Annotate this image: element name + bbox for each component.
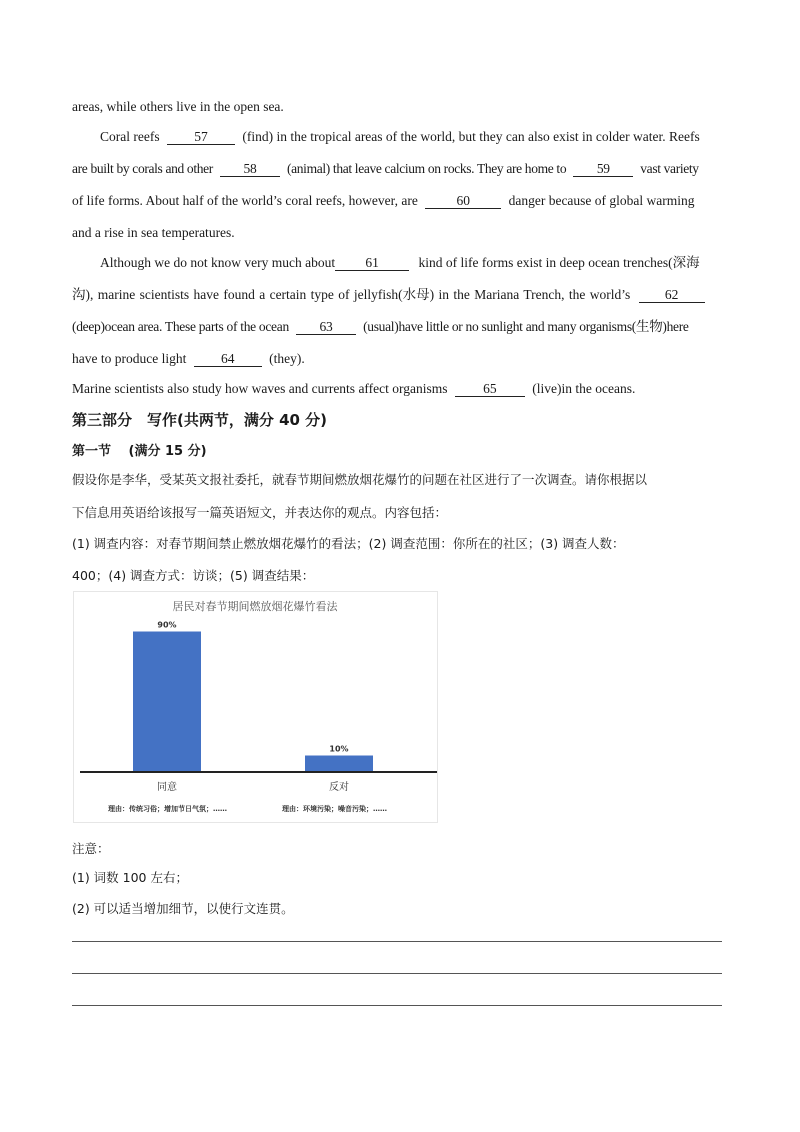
- passage-line-1: areas, while others live in the open sea.: [72, 99, 284, 114]
- passage-line-7: [72, 286, 705, 304]
- passage-line-6: [100, 254, 700, 272]
- text: (they).: [269, 351, 305, 366]
- section-title: 第三部分 写作(共两节，满分 40 分): [72, 411, 328, 429]
- text: Coral reefs: [100, 129, 160, 144]
- passage-line-4: [72, 192, 695, 210]
- data-label: 90%: [157, 620, 177, 630]
- blank-61[interactable]: 61: [335, 255, 409, 271]
- passage-line-8: [72, 318, 689, 336]
- text: 沟), marine scientists have found a certain type of jellyfish(水母) in the Mariana Trench, the world’s: [72, 287, 631, 302]
- blank-58[interactable]: 58: [220, 161, 280, 177]
- reason-left: 理由：传统习俗；增加节日气氛；……: [108, 805, 227, 813]
- text: Although we do not know very much about: [100, 255, 336, 270]
- reason-right: 理由：环境污染；噪音污染；……: [282, 805, 387, 813]
- chart-title: 居民对春节期间燃放烟花爆竹看法: [172, 600, 338, 613]
- prompt-line-4: 400；(4) 调查方式：访谈；(5) 调查结果：: [72, 568, 315, 583]
- survey-bar-chart: [73, 591, 438, 823]
- text: (deep)ocean area. These parts of the ocean: [72, 319, 289, 334]
- text: of life forms. About half of the world’s coral reefs, however, are: [72, 193, 418, 208]
- note-1: (1) 词数 100 左右；: [72, 870, 188, 885]
- text: are built by corals and other: [72, 161, 213, 176]
- blank-57[interactable]: 57: [167, 129, 235, 145]
- bar-agree: [133, 632, 201, 772]
- writing-line[interactable]: [72, 973, 722, 974]
- category-label: 同意: [157, 782, 177, 793]
- blank-62[interactable]: 62: [639, 287, 705, 303]
- writing-line[interactable]: [72, 1005, 722, 1006]
- blank-60[interactable]: 60: [425, 193, 501, 209]
- blank-65[interactable]: 65: [455, 381, 525, 397]
- category-label: 反对: [329, 782, 349, 793]
- text: Marine scientists also study how waves and currents affect organisms: [72, 381, 448, 396]
- text: (live)in the oceans.: [532, 381, 636, 396]
- notes-title: 注意：: [72, 841, 110, 856]
- passage-line-5: and a rise in sea temperatures.: [72, 225, 235, 240]
- bar-disagree: [305, 756, 373, 772]
- prompt-line-1: 假设你是李华，受某英文报社委托，就春节期间燃放烟花爆竹的问题在社区进行了一次调查。请你根据以: [72, 472, 648, 487]
- section-subtitle: 第一节 (满分 15 分): [72, 444, 207, 459]
- passage-line-3: [72, 160, 699, 178]
- blank-64[interactable]: 64: [194, 351, 262, 367]
- prompt-line-3: (1) 调查内容：对春节期间禁止燃放烟花爆竹的看法；(2) 调查范围：你所在的社区；(3) 调查人数：: [72, 536, 625, 551]
- text: danger because of global warming: [508, 193, 695, 208]
- passage-line-2: [100, 128, 700, 146]
- passage-line-10: [72, 380, 635, 398]
- writing-line[interactable]: [72, 941, 722, 942]
- blank-63[interactable]: 63: [296, 319, 356, 335]
- passage-line-9: [72, 350, 305, 368]
- data-label: 10%: [329, 744, 349, 754]
- chart-svg: [74, 592, 437, 822]
- note-2: (2) 可以适当增加细节，以使行文连贯。: [72, 901, 294, 916]
- text: kind of life forms exist in deep ocean trenches(深海: [418, 255, 700, 270]
- blank-59[interactable]: 59: [573, 161, 633, 177]
- text: (animal) that leave calcium on rocks. They are home to: [286, 161, 567, 176]
- chart-bars: [133, 621, 373, 794]
- prompt-line-2: 下信息用英语给该报写一篇英语短文，并表达你的观点。内容包括：: [72, 505, 448, 520]
- text: (find) in the tropical areas of the world, but they can also exist in colder water. Reefs: [242, 129, 700, 144]
- text: (usual)have little or no sunlight and many organisms(生物)here: [363, 319, 689, 334]
- text: have to produce light: [72, 351, 187, 366]
- text: vast variety: [640, 161, 699, 176]
